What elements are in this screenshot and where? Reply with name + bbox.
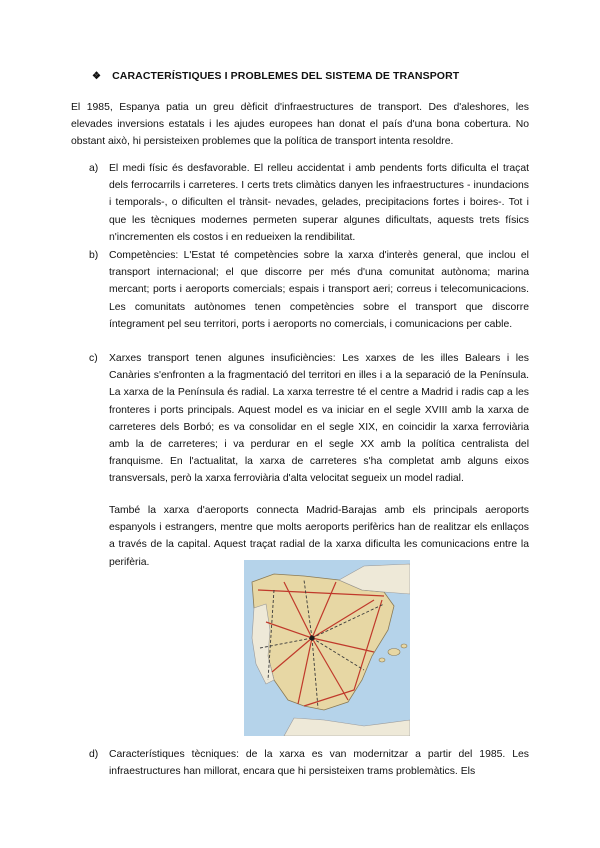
section-title: CARACTERÍSTIQUES I PROBLEMES DEL SISTEMA DE TRANSPORT [112, 70, 460, 82]
list-item-text: Xarxes transport tenen algunes insuficiències: Les xarxes de les illes Balears i les Canàries s'enfronten a la fragmentació del territori en illes i a la separació de la Península. La xarxa de la Península és radial. La xarxa terrestre té el centre a Madrid i radis cap a les fronteres i ports principals. Aquest model es va iniciar en el segle XVIII amb la xarxa de carreteres dels Borbó; es va consolidar en el segle XIX, en coincidir la xarxa ferroviària amb la de carreteres; i va perdurar en el segle XX amb la política centralista del franquisme. En l'actualitat, la xarxa de carreteres s'ha completat amb alguns eixos transversals, però la xarxa ferroviària d'alta velocitat segueix un model radial. [109, 353, 529, 485]
balearic-island [401, 644, 407, 648]
section-heading [92, 70, 459, 82]
list-marker: b) [89, 250, 99, 261]
diamond-bullet-icon: ❖ [92, 71, 102, 82]
list-item-c-continuation: També la xarxa d'aeroports connecta Madrid-Barajas amb els principals aeroports espanyols i estrangers, mentre que molts aeroports perifèrics han de realitzar els enllaços a través de la capital. Aquest traçat radial de la xarxa dificulta les comunicacions entre la perifèria. [109, 505, 529, 568]
list-marker: a) [89, 163, 99, 174]
map-icon [244, 560, 410, 736]
balearic-island [388, 649, 400, 656]
intro-paragraph: El 1985, Espanya patia un greu dèficit d'infraestructures de transport. Des d'aleshores, les elevades inversions estatals i les ajudes europees han donat el país d'una bona cobertura. No obstant això, hi persisteixen problemes que la política de transport intenta resoldre. [71, 102, 529, 148]
list-marker: d) [89, 749, 99, 760]
list-item-text: Competències: L'Estat té competències sobre la xarxa d'interès general, que inclou el transport internacional; el que discorre per més d'una comunitat autònoma; marina mercant; ports i aeroports comercials; espais i transport aeri; correus i telecomunicacions. Les comunitats autònomes tenen competències sobre el transport que discorre íntegrament pel seu territori, ports i aeroports no comercials, i comunicacions per cable. [109, 250, 529, 330]
balearic-island [379, 658, 385, 662]
list-marker: c) [89, 353, 98, 364]
list-item-text: Característiques tècniques: de la xarxa es van modernitzar a partir del 1985. Les infraestructures han millorat, encara que hi persisteixen trams problemàtics. Els [109, 749, 529, 778]
list-item-text: El medi físic és desfavorable. El relleu accidentat i amb pendents forts dificulta el traçat dels ferrocarrils i carreteres. I certs trets climàtics danyen les infraestructures - inundacions i temporals-, o dificulten el trànsit- nevades, gelades, precipitacions fortes i boires-. Tot i que les tècniques modernes permeten superar algunes dificultats, aquests trets físics n'incrementen els costos i en redueixen la rendibilitat. [109, 163, 529, 243]
spain-transport-map [244, 560, 410, 736]
madrid-marker [310, 636, 315, 641]
